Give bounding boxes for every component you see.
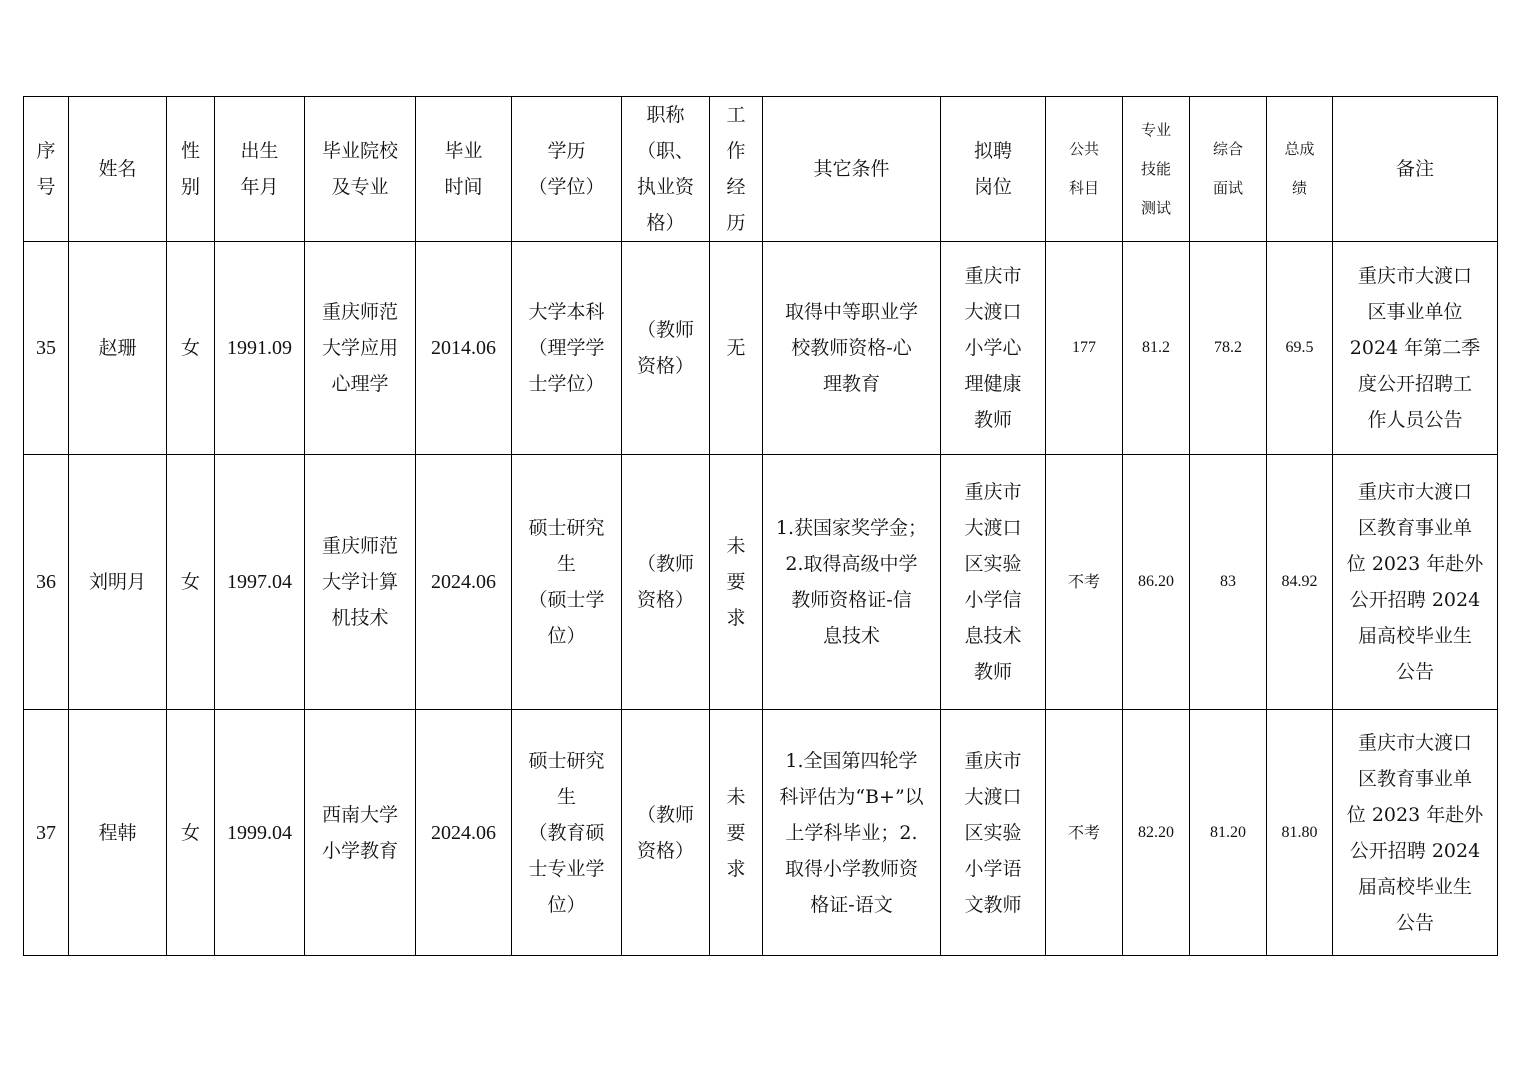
cell-public: 177 (1046, 242, 1123, 455)
cell-public: 不考 (1046, 455, 1123, 710)
cell-name: 刘明月 (69, 455, 167, 710)
header-title: 职称 （职、 执业资 格） (622, 97, 710, 242)
header-birth: 出生 年月 (215, 97, 305, 242)
header-degree: 学历 （学位） (512, 97, 622, 242)
cell-school: 西南大学 小学教育 (305, 710, 416, 956)
cell-remark: 重庆市大渡口 区事业单位 2024 年第二季 度公开招聘工 作人员公告 (1333, 242, 1498, 455)
cell-interview: 78.2 (1190, 242, 1267, 455)
cell-name: 赵珊 (69, 242, 167, 455)
header-seq: 序 号 (24, 97, 69, 242)
cell-position: 重庆市 大渡口 区实验 小学语 文教师 (941, 710, 1046, 956)
cell-school: 重庆师范 大学计算 机技术 (305, 455, 416, 710)
cell-title: （教师 资格） (622, 710, 710, 956)
cell-seq: 35 (24, 242, 69, 455)
cell-birth: 1991.09 (215, 242, 305, 455)
cell-other: 1.获国家奖学金； 2.取得高级中学 教师资格证-信 息技术 (763, 455, 941, 710)
cell-position: 重庆市 大渡口 区实验 小学信 息技术 教师 (941, 455, 1046, 710)
header-skill: 专业 技能 测试 (1123, 97, 1190, 242)
cell-skill: 86.20 (1123, 455, 1190, 710)
header-total: 总成 绩 (1267, 97, 1333, 242)
header-gender: 性 别 (167, 97, 215, 242)
header-other: 其它条件 (763, 97, 941, 242)
cell-grad-time: 2024.06 (416, 710, 512, 956)
cell-work: 未 要 求 (710, 455, 763, 710)
cell-total: 84.92 (1267, 455, 1333, 710)
header-name: 姓名 (69, 97, 167, 242)
header-interview: 综合 面试 (1190, 97, 1267, 242)
cell-grad-time: 2014.06 (416, 242, 512, 455)
cell-total: 81.80 (1267, 710, 1333, 956)
cell-gender: 女 (167, 455, 215, 710)
cell-public: 不考 (1046, 710, 1123, 956)
cell-skill: 82.20 (1123, 710, 1190, 956)
table-header (24, 97, 1498, 242)
header-position: 拟聘 岗位 (941, 97, 1046, 242)
cell-seq: 37 (24, 710, 69, 956)
header-grad-time: 毕业 时间 (416, 97, 512, 242)
cell-skill: 81.2 (1123, 242, 1190, 455)
cell-seq: 36 (24, 455, 69, 710)
cell-degree: 硕士研究 生 （教育硕 士专业学 位） (512, 710, 622, 956)
cell-title: （教师 资格） (622, 242, 710, 455)
cell-work: 未 要 求 (710, 710, 763, 956)
cell-interview: 81.20 (1190, 710, 1267, 956)
cell-degree: 大学本科 （理学学 士学位） (512, 242, 622, 455)
cell-degree: 硕士研究 生 （硕士学 位） (512, 455, 622, 710)
header-remark: 备注 (1333, 97, 1498, 242)
header-work: 工 作 经 历 (710, 97, 763, 242)
cell-total: 69.5 (1267, 242, 1333, 455)
cell-remark: 重庆市大渡口 区教育事业单 位 2023 年赴外 公开招聘 2024 届高校毕业生 公告 (1333, 455, 1498, 710)
table-row (24, 710, 1498, 956)
table-row (24, 455, 1498, 710)
table-body (24, 242, 1498, 956)
cell-position: 重庆市 大渡口 小学心 理健康 教师 (941, 242, 1046, 455)
cell-gender: 女 (167, 710, 215, 956)
cell-other: 取得中等职业学 校教师资格-心 理教育 (763, 242, 941, 455)
cell-name: 程韩 (69, 710, 167, 956)
cell-gender: 女 (167, 242, 215, 455)
cell-work: 无 (710, 242, 763, 455)
cell-other: 1.全国第四轮学 科评估为“B+”以 上学科毕业；2. 取得小学教师资 格证-语文 (763, 710, 941, 956)
cell-interview: 83 (1190, 455, 1267, 710)
header-school: 毕业院校 及专业 (305, 97, 416, 242)
cell-title: （教师 资格） (622, 455, 710, 710)
cell-grad-time: 2024.06 (416, 455, 512, 710)
header-public: 公共 科目 (1046, 97, 1123, 242)
table-row (24, 242, 1498, 455)
cell-birth: 1997.04 (215, 455, 305, 710)
recruitment-roster-table (23, 96, 1498, 956)
header-row (24, 97, 1498, 242)
cell-remark: 重庆市大渡口 区教育事业单 位 2023 年赴外 公开招聘 2024 届高校毕业生 公告 (1333, 710, 1498, 956)
cell-school: 重庆师范 大学应用 心理学 (305, 242, 416, 455)
cell-birth: 1999.04 (215, 710, 305, 956)
